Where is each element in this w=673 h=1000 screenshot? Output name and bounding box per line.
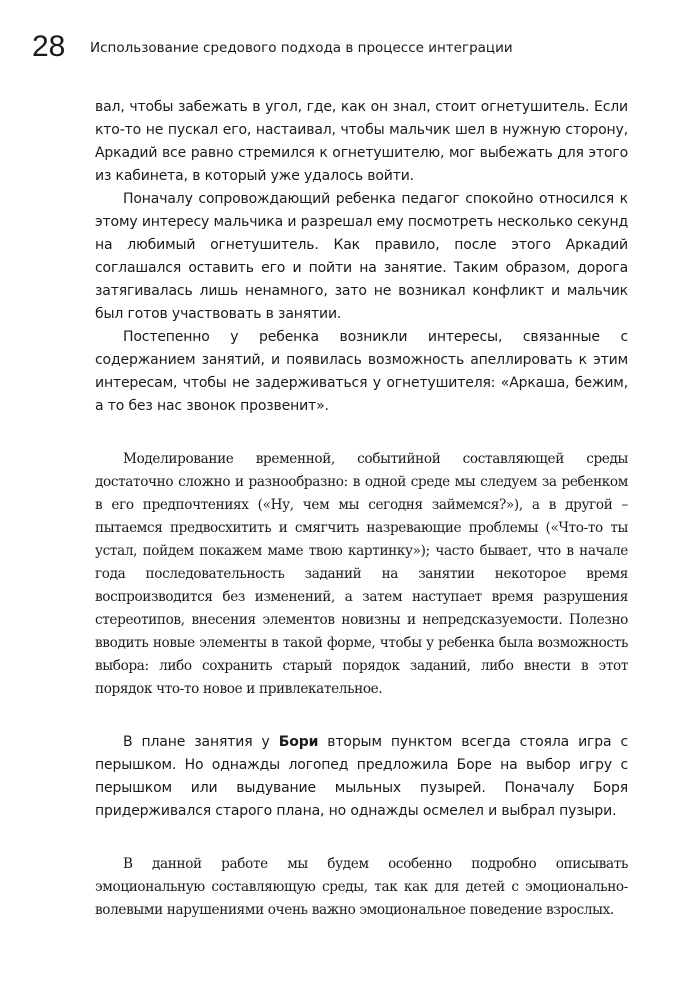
- paragraph-temporal-modeling: Моделирование временной, событийной составляющей среды достаточно сложно и разнообразно: в одной среде мы следуем за ребенком в его предпочтениях («Ну, чем мы сегодня займемся?»), а в другой – пытаемся предвосхитить и смягчить назревающие проблемы («Что-то ты устал, пойдем покажем маме твою картинку»); часто бывает, что в начале года последовательность заданий на занятии некоторое время воспроизводится без изменений, а затем наступает время разрушения стереотипов, внесения элементов новизны и непредсказуемости. Полезно вводить новые элементы в такой форме, чтобы у ребенка была возможность выбора: либо сохранить старый порядок заданий, либо внести в этот порядок что-то новое и привлекательное.: [95, 451, 628, 697]
- paragraph-borya-example: [95, 731, 628, 823]
- page-number: 28: [32, 30, 66, 63]
- borya-text-after: вторым пунктом всегда стояла игра с перышком. Но однажды логопед предложила Боре на выбор игру с перышком или выдувание мыльных пузырей. Поначалу Боря придерживался старого плана, но однажды осмелел и выбрал пузыри.: [95, 734, 629, 819]
- paragraph-emotional-component: В данной работе мы будем особенно подробно описывать эмоциональную составляющую среды, так как для детей с эмоционально-волевыми нарушениями очень важно эмоциональное поведение взрослых.: [95, 856, 628, 918]
- paragraph-new-interests: Постепенно у ребенка возникли интересы, связанные с содержанием занятий, и появилась возможность апеллировать к этим интересам, чтобы не задерживаться у огнетушителя: «Аркаша, бежим, а то без нас звонок прозвенит».: [95, 329, 628, 414]
- borya-text-before: В плане занятия у: [123, 734, 279, 750]
- page-content: [95, 96, 628, 922]
- page-header: [32, 30, 652, 70]
- borya-name: Бори: [278, 734, 319, 750]
- running-title: Использование средового подхода в процессе интеграции: [90, 40, 513, 56]
- paragraph-teacher-response: Поначалу сопровождающий ребенка педагог спокойно относился к этому интересу мальчика и разрешал ему посмотреть несколько секунд на любимый огнетушитель. Как правило, после этого Аркадий соглашался оставить его и пойти на занятие. Таким образом, дорога затягивалась лишь ненамного, зато не возникал конфликт и мальчик был готов участвовать в занятии.: [95, 191, 628, 322]
- paragraph-continuation: вал, чтобы забежать в угол, где, как он знал, стоит огнетушитель. Если кто-то не пускал его, настаивал, чтобы мальчик шел в нужную сторону, Аркадий все равно стремился к огнетушителю, мог выбежать для этого из кабинета, в который уже удалось войти.: [95, 99, 628, 184]
